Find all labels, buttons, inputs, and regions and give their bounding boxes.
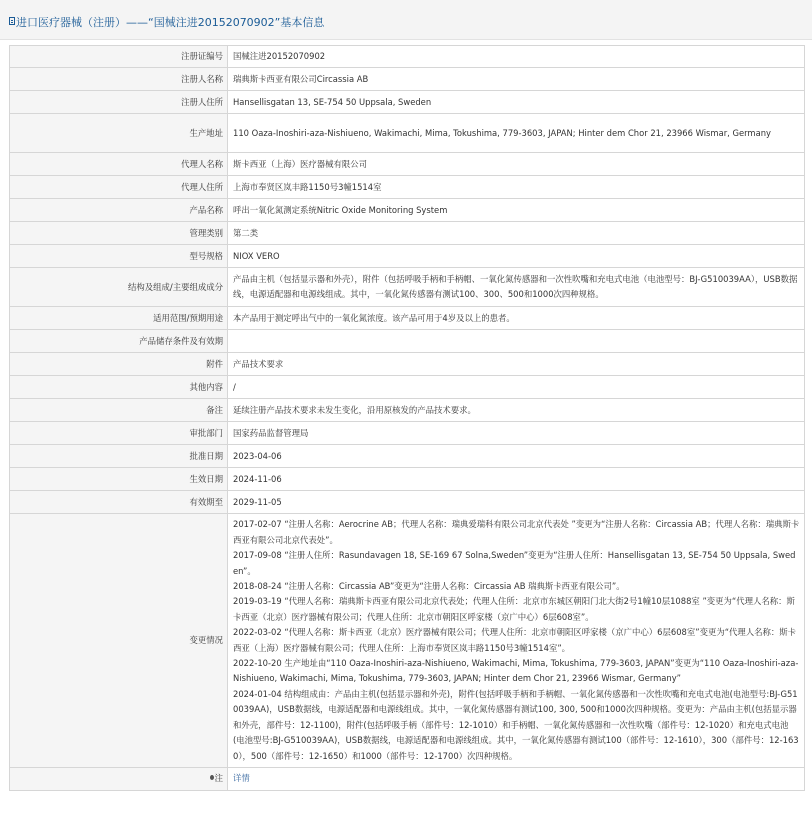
table-row	[10, 176, 805, 199]
row-label: 批准日期	[10, 445, 228, 468]
row-label: 产品名称	[10, 199, 228, 222]
page-title: 进口医疗器械（注册）——“国械注进20152070902”基本信息	[16, 16, 325, 29]
table-row-note	[10, 767, 805, 790]
table-row	[10, 468, 805, 491]
table-row	[10, 46, 805, 68]
row-value: 2024-11-06	[228, 468, 805, 491]
row-label: 代理人住所	[10, 176, 228, 199]
row-label: 生产地址	[10, 114, 228, 153]
table-row	[10, 307, 805, 330]
detail-table	[9, 45, 805, 791]
row-value: 2029-11-05	[228, 491, 805, 514]
row-value	[228, 330, 805, 353]
table-row	[10, 268, 805, 307]
page-header	[0, 0, 812, 40]
row-label: 生效日期	[10, 468, 228, 491]
table-row	[10, 68, 805, 91]
table-row	[10, 376, 805, 399]
change-entry: 2018-08-24 “注册人名称：Circassia AB”变更为“注册人名称：Circassia AB 瑞典斯卡西亚有限公司”。	[233, 581, 625, 592]
row-value: 110 Oaza-Inoshiri-aza-Nishiueno, Wakimachi, Mima, Tokushima, 779-3603, JAPAN; Hinter dem Chor 21, 23966 Wismar, Germany	[228, 114, 805, 153]
changes-list	[228, 514, 805, 768]
table-row	[10, 114, 805, 153]
row-value: 呼出一氧化氮测定系统Nitric Oxide Monitoring System	[228, 199, 805, 222]
note-label-cell	[10, 767, 228, 790]
table-row	[10, 153, 805, 176]
row-label: 注册人住所	[10, 91, 228, 114]
note-value-cell	[228, 767, 805, 790]
row-value: 瑞典斯卡西亚有限公司Circassia AB	[228, 68, 805, 91]
row-value: /	[228, 376, 805, 399]
row-label: 审批部门	[10, 422, 228, 445]
row-label: 备注	[10, 399, 228, 422]
note-label: 注	[214, 773, 223, 784]
table-row	[10, 199, 805, 222]
table-row	[10, 399, 805, 422]
table-row	[10, 222, 805, 245]
row-label: 有效期至	[10, 491, 228, 514]
row-label: 附件	[10, 353, 228, 376]
row-value: 国家药品监督管理局	[228, 422, 805, 445]
row-value: 产品由主机（包括显示器和外壳），附件（包括呼吸手柄和手柄帽、一氧化氮传感器和一次性吹嘴和充电式电池（电池型号：BJ-G510039AA），USB数据线，电源适配器和电源线组成。其中，一氧化氮传感器有测试100、300、500和1000次四种规格。	[228, 268, 805, 307]
row-value: 延续注册产品技术要求未发生变化，沿用原核发的产品技术要求。	[228, 399, 805, 422]
change-entry: 2017-09-08 “注册人住所：Rasundavagen 18, SE-169 67 Solna,Sweden”变更为“注册人住所：Hansellisgatan 13, SE-754 50 Uppsala, Sweden”。	[233, 550, 796, 576]
change-entry: 2019-03-19 “代理人名称：瑞典斯卡西亚有限公司北京代表处；代理人住所：北京市东城区朝阳门北大街2号1幢10层1088室 ”变更为“代理人名称：斯卡西亚（北京）医疗器械有限公司；代理人住所：北京市朝阳区呼家楼（京广中心）6层608室”。	[233, 596, 795, 622]
row-label: 适用范围/预期用途	[10, 307, 228, 330]
document-icon	[9, 17, 15, 25]
row-label: 型号规格	[10, 245, 228, 268]
row-label: 产品储存条件及有效期	[10, 330, 228, 353]
row-label: 其他内容	[10, 376, 228, 399]
table-row	[10, 353, 805, 376]
row-value: 2023-04-06	[228, 445, 805, 468]
details-link[interactable]: 详情	[233, 773, 250, 784]
change-entry: 2022-10-20 生产地址由“110 Oaza-Inoshiri-aza-Nishiueno, Wakimachi, Mima, Tokushima, 779-3603, JAPAN”变更为“110 Oaza-Inoshiri-aza-Nishiueno, Wakimachi, Mima, Tokushima, 779-3603, JAPAN; Hinter dem Chor 21, 23966 Wismar, Germany”	[233, 658, 799, 684]
change-entry: 2017-02-07 “注册人名称：Aerocrine AB；代理人名称：瑞典爱瑞科有限公司北京代表处 ”变更为“注册人名称：Circassia AB；代理人名称：瑞典斯卡西亚有限公司北京代表处”。	[233, 519, 800, 545]
row-value: NIOX VERO	[228, 245, 805, 268]
row-value: Hansellisgatan 13, SE-754 50 Uppsala, Sweden	[228, 91, 805, 114]
bulb-icon	[210, 775, 214, 780]
table-row	[10, 445, 805, 468]
row-label: 代理人名称	[10, 153, 228, 176]
row-label: 结构及组成/主要组成成分	[10, 268, 228, 307]
row-label: 注册证编号	[10, 46, 228, 68]
table-row	[10, 491, 805, 514]
table-row	[10, 91, 805, 114]
table-row	[10, 330, 805, 353]
row-value: 第二类	[228, 222, 805, 245]
row-label: 注册人名称	[10, 68, 228, 91]
table-row	[10, 245, 805, 268]
row-value: 斯卡西亚（上海）医疗器械有限公司	[228, 153, 805, 176]
row-value: 本产品用于测定呼出气中的一氧化氮浓度。该产品可用于4岁及以上的患者。	[228, 307, 805, 330]
change-entry: 2022-03-02 “代理人名称：斯卡西亚（北京）医疗器械有限公司；代理人住所：北京市朝阳区呼家楼（京广中心）6层608室”变更为“代理人名称：斯卡西亚（上海）医疗器械有限公司；代理人住所：上海市奉贤区岚丰路1150号3幢1514室”。	[233, 627, 797, 653]
table-row-changes	[10, 514, 805, 768]
row-value: 上海市奉贤区岚丰路1150号3幢1514室	[228, 176, 805, 199]
changes-label: 变更情况	[10, 514, 228, 768]
row-value: 国械注进20152070902	[228, 46, 805, 68]
row-value: 产品技术要求	[228, 353, 805, 376]
row-label: 管理类别	[10, 222, 228, 245]
change-entry: 2024-01-04 结构组成由：产品由主机(包括显示器和外壳)，附件(包括呼吸手柄和手柄帽、一氧化氮传感器和一次性吹嘴和充电式电池(电池型号:BJ-G510039AA)，USB数据线，电源适配器和电源线组成。其中，一氧化氮传感器有测试100, 300, 500和1000次四种规格。变更为：产品由主机(包括显示器和外壳，部件号：12-1100)，附件(包括呼吸手柄（部件号：12-1010）和手柄帽、一氧化氮传感器和一次性吹嘴（部件号：12-1020）和充电式电池(电池型号:BJ-G510039AA)，USB数据线，电源适配器和电源线组成。其中，一氧化氮传感器有测试100（部件号：12-1610），300（部件号：12-1630），500（部件号：12-1650）和1000（部件号：12-1700）次四种规格。	[233, 688, 799, 761]
table-row	[10, 422, 805, 445]
